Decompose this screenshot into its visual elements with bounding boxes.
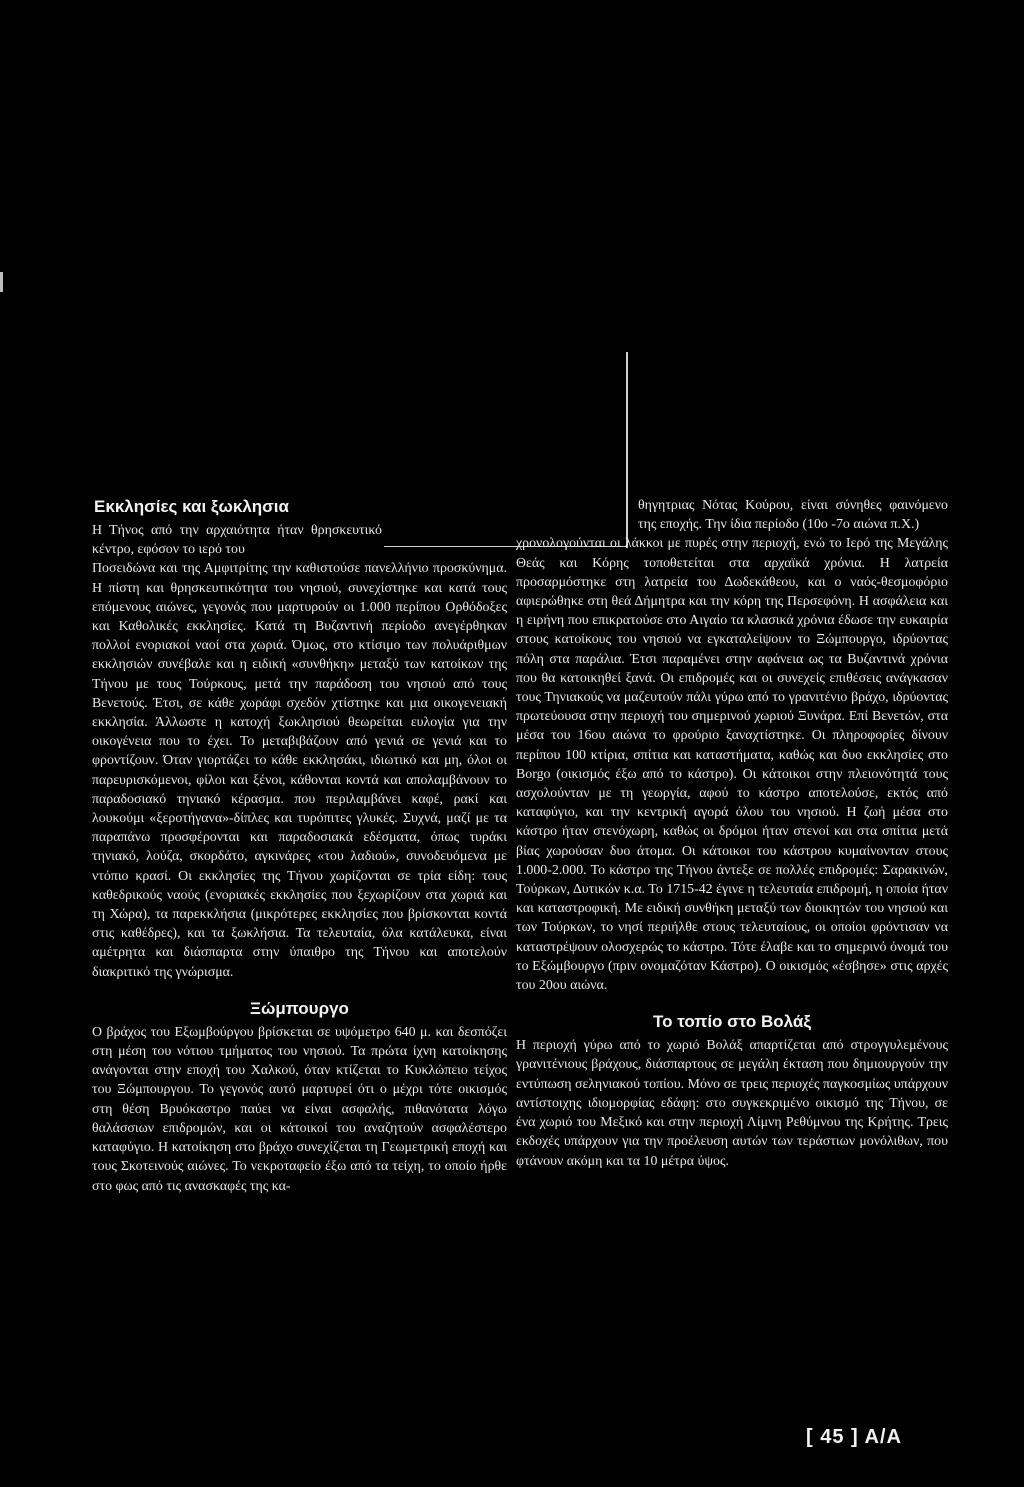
- right-column: [516, 496, 948, 1171]
- xompourgo-continuation: χρονολογούνται οι λάκκοι με πυρές στην περιοχή, ενώ το Ιερό της Μεγάλης Θεάς και Κόρης τοποθετείται στα αρχαϊκά χρόνια. Η λατρεία προσαρμόστηκε στη λατρεία του Δωδεκάθεου, και ο ναός-θεσμοφόριο αφιερώθηκε στη θεά Δήμητρα και την κόρη της Περσεφόνη. Η ασφάλεια και η ειρήνη που επικρατούσε στο Αιγαίο τα κλασικά χρόνια έδωσε την ευκαιρία στους κατοίκους του νησιού να εγκαταλείψουν το Ξώμπουργο, ιδρύοντας πόλη στα παράλια. Έτσι παραμένει στην αφάνεια ως τα Βυζαντινά χρόνια που θα κατοικηθεί ξανά. Οι επιδρομές και οι συνεχείς επιθέσεις ανάγκασαν τους Τηνιακούς να μαζευτούν πάλι γύρω από το γρανιτένιο βράχο, ιδρύοντας πρωτεύουσα στην περιοχή του σημερινού χωριού Ξυνάρα. Επί Βενετών, στα μέσα του 16ου αιώνα το φρούριο ξαναχτίστηκε. Οι πληροφορίες δίνουν περίπου 100 κτίρια, σπίτια και καταστήματα, καθώς και δυο εκκλησίες στο Borgo (οικισμός έξω από το κάστρο). Οι κάτοικοι στην πλειονότητά τους ασχολούνταν με τη γεωργία, αφού το κάστρο αποτελούσε, εκτός από καταφύγιο, και την κεντρική αγορά όλου του νησιού. Η ζωή μέσα στο κάστρο ήταν στενόχωρη, καθώς οι δρόμοι ήταν στενοί και στα σπίτια μετά βίας χωρούσαν δυο άτομα. Οι κάτοικοι του κάστρου κυμαίνονταν στους 1.000-2.000. Το κάστρο της Τήνου άντεξε σε πολλές επιδρομές: Σαρακινών, Τούρκων, Δυτικών κ.α. Το 1715-42 έγινε η τελευταία επιδρομή, η οποία ήταν και καταστροφική. Με ειδική συνθήκη μεταξύ των διοικητών του νησιού και των Τούρκων, το νησί περιήλθε στους τελευταίους, οι οποίοι φρόντισαν να καταστρέψουν ολοσχερώς το κάστρο. Τότε έλαβε και το σημερινό όνομά του το Εξώμβουργο (πριν ονομαζόταν Κάστρο). Ο οικισμός «έσβησε» στις αρχές του 20ου αιώνα.: [516, 536, 948, 994]
- churches-intro: Η Τήνος από την αρχαιότητα ήταν θρησκευτικό κέντρο, εφόσον το ιερό του: [92, 523, 382, 558]
- edge-mark: [0, 272, 3, 292]
- churches-body: Ποσειδώνα και της Αμφιτρίτης την καθιστούσε πανελλήνιο προσκύνημα. Η πίστη και θρησκευτικότητα του νησιού, συνεχίστηκε και κατά τους επόμενους αιώνες, γεγονός που μαρτυρούν οι 1.000 περίπου Ορθόδοξες και Καθολικές εκκλησίες. Κατά τη Βυζαντινή περίοδο ανεγέρθηκαν πολλοί ενοριακοί ναοί στα χωριά. Όμως, στο κτίσιμο των πολυάριθμων εκκλησιών συνέβαλε και η ειδική «συνθήκη» μεταξύ των κατοίκων της Τήνου με τους Τούρκους, μετά την παράδοση του νησιού από τους Βενετούς. Έτσι, σε κάθε χωράφι σχεδόν χτίστηκε και μια οικογενειακή εκκλησία. Άλλωστε η κατοχή ξωκλησιού θεωρείται ευλογία για την οικογένεια που το έχει. Το μεταβιβάζουν από γενιά σε γενιά και το φροντίζουν. Όταν γιορτάζει το κάθε εκκλησάκι, ιδιωτικό και μη, όλοι οι παρευρισκόμενοι, φίλοι και ξένοι, κάθονται κοντά και απολαμβάνουν το παραδοσιακό τηνιακό κέρασμα. που περιλαμβάνει καφέ, ρακί και λουκούμι «ξεροτήγανα»-δίπλες και τυρόπιτες γλυκές. Συχνά, μαζί με τα παραπάνω προσφέρονται και παραδοσιακά εδέσματα, όπως τυράκι τηνιακό, λούζα, σκορδάτο, αγκινάρες «του λαδιού», συνοδευόμενα με ντόπιο κρασί. Οι εκκλησίες της Τήνου χωρίζονται σε τρία είδη: τους καθεδρικούς ναούς (ενοριακές εκκλησίες που ξεχωρίζουν στα χωριά και τη Χώρα), τα παρεκκλήσια (μικρότερες εκκλησίες που βρίσκονται κοντά στις καθέδρες), και τα ξωκλήσια. Τα τελευταία, όλα κατάλευκα, είναι αμέτρητα και διάσπαρτα στην ύπαιθρο της Τήνου και αποτελούν διακριτικό της γνώρισμα.: [92, 561, 507, 980]
- left-column: [92, 496, 507, 1196]
- section-title-xompourgo: Ξώμπουργο: [250, 998, 349, 1018]
- volax-body: Η περιοχή γύρω από το χωριό Βολάξ απαρτίζεται από στρογγυλεμένους γρανιτένιους βράχους, διάσπαρτους σε μεγάλη έκταση που δημιουργούν την εντύπωση σεληνιακού τοπίου. Μόνο σε τρεις περιοχές παγκοσμίως υπάρχουν αντίστοιχης ιδιομορφίας εδάφη: στο συγκεκριμένο οικισμό της Τήνου, σε ένα χωριό του Μεξικό και στην περιοχή Λίμνη Ρεθύμνου της Κρήτης. Τρεις εκδοχές υπάρχουν για την προέλευση αυτών των τεράστιων μονόλιθων, που φτάνουν ακόμη και τα 10 μέτρα ύψος.: [516, 1038, 948, 1169]
- xompourgo-body: Ο βράχος του Εξωμβούργου βρίσκεται σε υψόμετρο 640 μ. και δεσπόζει στη μέση του νότιου τμήματος του νησιού. Τα πρώτα ίχνη κατοίκησης ανάγονται στην εποχή του Χαλκού, όταν κτίζεται το Κυκλώπειο τείχος του Ξώμπουργου. Το γεγονός αυτό μαρτυρεί ότι ο μέχρι τότε οικισμός στη θέση Βρυόκαστρο παύει να είναι ασφαλής, πιθανότατα λόγω θαλάσσιων επιδρομών, και οι κάτοικοί του αναζητούν ασφαλέστερο καταφύγιο. Η κατοίκηση στο βράχο συνεχίζεται τη Γεωμετρική εποχή και τους Σκοτεινούς αιώνες. Το νεκροταφείο έξω από τα τείχη, το οποίο ήρθε στο φως από τις ανασκαφές της κα-: [92, 1024, 507, 1194]
- section-title-churches: Εκκλησίες και ξωκλησια: [94, 497, 289, 516]
- photo-area: [0, 0, 1024, 480]
- section-gap: [92, 982, 507, 998]
- section-title-volax: Το τοπίο στο Βολάξ: [653, 1012, 811, 1032]
- section-gap: [516, 995, 948, 1011]
- page-number: [ 45 ] A/A: [806, 1426, 902, 1448]
- continuation-top: θηγητριας Νότας Κούρου, είναι σύνηθες φαινόμενο της εποχής. Την ίδια περίοδο (10ο -7ο αιώνα π.Χ.): [638, 498, 948, 533]
